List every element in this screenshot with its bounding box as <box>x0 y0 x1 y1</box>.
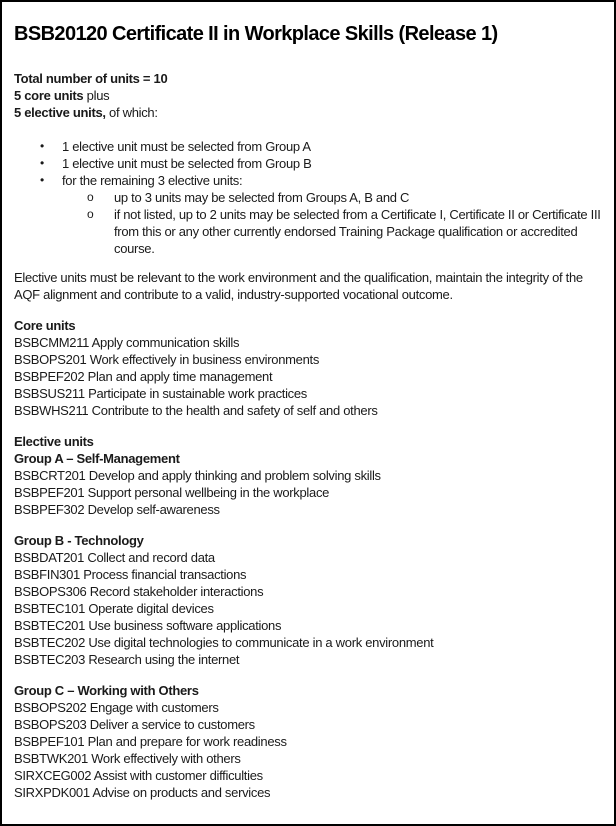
core-units-suffix: plus <box>83 88 110 103</box>
unit-item: BSBTEC101 Operate digital devices <box>14 601 214 616</box>
elective-units-count: 5 elective units, <box>14 105 106 120</box>
core-units-count: 5 core units <box>14 88 84 103</box>
unit-item: BSBOPS203 Deliver a service to customers <box>14 717 255 732</box>
group-c-section <box>14 682 604 801</box>
core-units-heading: Core units <box>14 318 76 333</box>
group-b-section <box>14 532 604 668</box>
elective-units-section <box>14 433 604 518</box>
unit-item: SIRXCEG002 Assist with customer difficulties <box>14 768 263 783</box>
unit-item: BSBPEF201 Support personal wellbeing in the workplace <box>14 485 330 500</box>
rule-text: for the remaining 3 elective units: <box>62 173 243 188</box>
circle-bullet-icon: o <box>87 207 94 221</box>
list-item <box>14 172 604 189</box>
unit-item: BSBCRT201 Develop and apply thinking and problem solving skills <box>14 468 381 483</box>
disc-bullet-icon: • <box>40 173 44 187</box>
elective-units-line <box>14 104 604 121</box>
disc-bullet-icon: • <box>40 139 44 153</box>
list-item <box>14 206 604 257</box>
list-item <box>14 189 604 206</box>
rule-text: if not listed, up to 2 units may be selected from a Certificate I, Certificate II or Certificate III from this or any other currently endorsed Training Package qualification or accredited course. <box>114 207 601 256</box>
unit-item: BSBDAT201 Collect and record data <box>14 550 215 565</box>
core-units-line <box>14 87 604 104</box>
core-units-section <box>14 317 604 419</box>
elective-units-suffix: of which: <box>105 105 158 120</box>
unit-item: BSBFIN301 Process financial transactions <box>14 567 247 582</box>
unit-item: BSBPEF302 Develop self-awareness <box>14 502 220 517</box>
group-b-heading: Group B - Technology <box>14 533 144 548</box>
elective-rules-list <box>14 138 604 257</box>
unit-item: BSBTEC201 Use business software applications <box>14 618 282 633</box>
unit-item: BSBTEC202 Use digital technologies to communicate in a work environment <box>14 635 434 650</box>
circle-bullet-icon: o <box>87 190 94 204</box>
unit-item: BSBPEF202 Plan and apply time management <box>14 369 273 384</box>
group-c-heading: Group C – Working with Others <box>14 683 199 698</box>
unit-item: BSBOPS306 Record stakeholder interactions <box>14 584 264 599</box>
disc-bullet-icon: • <box>40 156 44 170</box>
total-units-line: Total number of units = 10 <box>14 71 168 86</box>
unit-item: BSBCMM211 Apply communication skills <box>14 335 240 350</box>
unit-item: BSBTEC203 Research using the internet <box>14 652 240 667</box>
rule-text: 1 elective unit must be selected from Group A <box>62 139 311 154</box>
elective-units-heading: Elective units <box>14 434 94 449</box>
unit-item: BSBTWK201 Work effectively with others <box>14 751 241 766</box>
unit-item: BSBOPS202 Engage with customers <box>14 700 219 715</box>
unit-item: BSBPEF101 Plan and prepare for work readiness <box>14 734 287 749</box>
list-item <box>14 155 604 172</box>
unit-item: BSBOPS201 Work effectively in business environments <box>14 352 320 367</box>
page-title: BSB20120 Certificate II in Workplace Skills (Release 1) <box>14 23 498 45</box>
elective-note-paragraph: Elective units must be relevant to the work environment and the qualification, maintain the integrity of the AQF alignment and contribute to a valid, industry-supported vocational outcome. <box>14 270 583 302</box>
unit-item: BSBSUS211 Participate in sustainable work practices <box>14 386 307 401</box>
unit-item: SIRXPDK001 Advise on products and services <box>14 785 271 800</box>
unit-item: BSBWHS211 Contribute to the health and safety of self and others <box>14 403 378 418</box>
rule-text: 1 elective unit must be selected from Group B <box>62 156 312 171</box>
list-item <box>14 138 604 155</box>
group-a-heading: Group A – Self-Management <box>14 451 180 466</box>
rule-text: up to 3 units may be selected from Groups A, B and C <box>114 190 410 205</box>
summary-section <box>14 70 604 121</box>
